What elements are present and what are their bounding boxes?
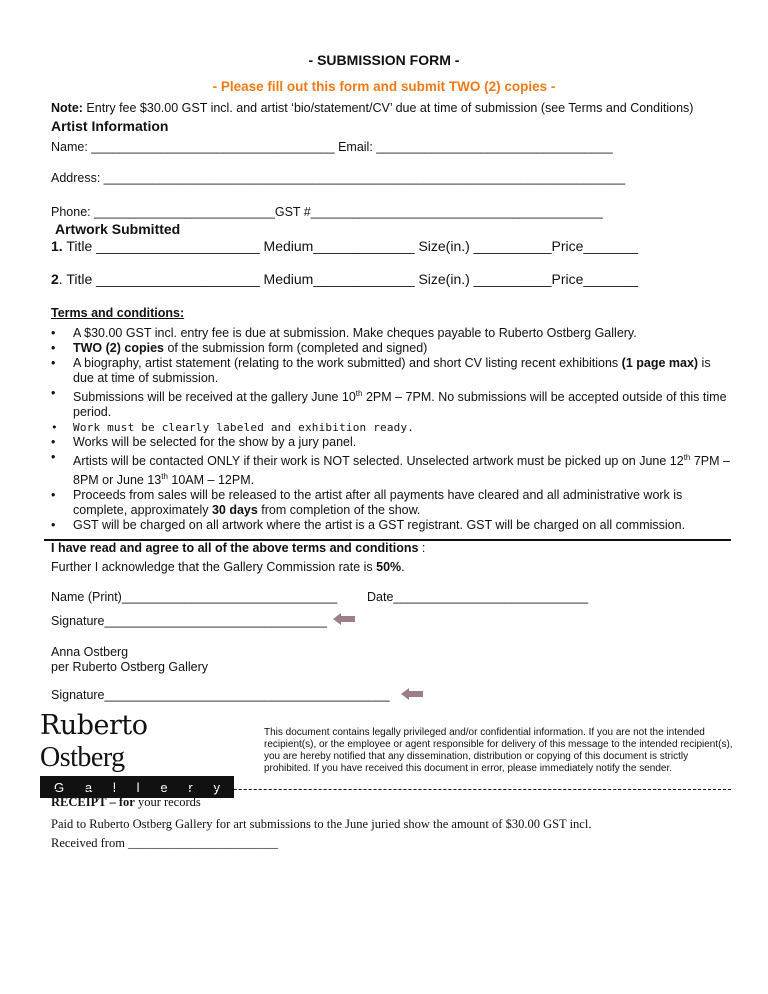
bullet-icon: •	[51, 518, 56, 533]
fee-note	[51, 101, 693, 115]
commission-statement	[51, 560, 405, 574]
logo-letter: e	[160, 779, 168, 795]
terms-item-text: Artists will be contacted ONLY if their work is NOT selected. Unselected artwork must be picked up on June 12	[73, 454, 684, 469]
confidentiality-disclaimer: This document contains legally privileged and/or confidential information. If you are not the intended recipient(s), or the employee or agent responsible for delivery of this message to the intended recipient(s), you are hereby notified that any dissemination, distribution or copying of this document is strictly prohibited. If you have received this document in error, please immediately notify the sender.	[264, 727, 733, 774]
logo-word-ostberg: Ostberg	[40, 742, 125, 773]
date-field[interactable]: Date____________________________	[367, 590, 589, 604]
receipt-heading-bold: RECEIPT – for	[51, 795, 135, 809]
terms-item-text: 10AM – 12PM.	[167, 473, 255, 488]
logo-letter: r	[188, 779, 193, 795]
terms-item	[51, 326, 731, 341]
terms-item	[51, 488, 731, 518]
logo-letter: l	[112, 779, 116, 795]
superscript: th	[683, 453, 691, 463]
terms-item-text: Work must be clearly labeled and exhibition ready.	[73, 421, 415, 435]
cut-line	[44, 789, 731, 790]
terms-item-bold: 30 days	[211, 503, 258, 518]
bullet-icon: •	[51, 341, 56, 355]
logo-letter: y	[213, 779, 220, 795]
agreement-statement	[51, 541, 425, 555]
terms-item	[51, 420, 731, 435]
artwork-row-1-number: 1.	[51, 238, 63, 254]
artist-info-heading: Artist Information	[51, 118, 169, 134]
terms-list	[51, 326, 731, 533]
receipt-heading	[51, 795, 201, 810]
received-from-field[interactable]: Received from ________________________	[51, 836, 279, 850]
arrow-left-icon	[401, 687, 423, 701]
artist-signature-field[interactable]: Signature________________________________	[51, 614, 327, 628]
receipt-paid-line: Paid to Ruberto Ostberg Gallery for art submissions to the June juried show the amount of $30.00 GST incl.	[51, 817, 592, 831]
terms-item	[51, 450, 731, 488]
rep-organization: per Ruberto Ostberg Gallery	[51, 660, 209, 674]
bullet-icon: •	[51, 488, 56, 503]
commission-end: .	[401, 560, 405, 574]
superscript: th	[161, 472, 168, 482]
bullet-icon: •	[51, 450, 56, 465]
artwork-row-2[interactable]	[51, 271, 638, 287]
artwork-heading: Artwork Submitted	[55, 221, 181, 237]
artwork-row-2-number: 2	[51, 271, 59, 287]
rep-name: Anna Ostberg	[51, 645, 129, 659]
gallery-signature-field[interactable]: Signature_________________________________________	[51, 688, 390, 702]
superscript: th	[355, 389, 363, 398]
note-label: Note:	[51, 101, 83, 115]
address-field[interactable]: Address: ___________________________________________________________________________	[51, 171, 626, 185]
terms-item-bold: (1 page max)	[621, 356, 699, 370]
terms-item	[51, 435, 731, 450]
artwork-row-2-fields: . Title _____________________ Medium_____________ Size(in.) __________Price_______	[58, 271, 638, 287]
agreement-rest: :	[418, 541, 426, 555]
form-title: - SUBMISSION FORM -	[308, 52, 460, 68]
terms-item	[51, 341, 731, 356]
artwork-row-1-fields: Title _____________________ Medium_____________ Size(in.) __________Price_______	[62, 238, 638, 254]
gallery-logo	[40, 710, 234, 798]
logo-letter: G	[54, 779, 65, 795]
terms-item-text: from completion of the show.	[257, 503, 421, 518]
phone-gst-field[interactable]: Phone: __________________________GST #__________________________________________	[51, 205, 603, 219]
name-email-field[interactable]: Name: ___________________________________ Email: __________________________________	[51, 140, 613, 154]
commission-text: Further I acknowledge that the Gallery Commission rate is	[51, 560, 377, 574]
terms-item-text: A biography, artist statement (relating to the work submitted) and short CV listing recent exhibitions	[73, 356, 622, 370]
note-text: Entry fee $30.00 GST incl. and artist ‘bio/statement/CV’ due at time of submission (see Terms and Conditions)	[82, 101, 694, 115]
terms-item-text: GST will be charged on all artwork where the artist is a GST registrant. GST will be charged on all commission.	[73, 518, 686, 533]
logo-wordmark	[40, 710, 234, 774]
terms-item-text: is due at time of submission.	[73, 356, 711, 385]
terms-item	[51, 386, 731, 420]
logo-letter: l	[136, 779, 140, 795]
terms-item	[51, 518, 731, 533]
form-subtitle: - Please fill out this form and submit TWO (2) copies -	[212, 79, 556, 94]
terms-item-text: 2PM – 7PM. No submissions will be accepted outside of this time period.	[73, 390, 727, 420]
artwork-row-1[interactable]	[51, 238, 638, 254]
terms-item	[51, 356, 731, 386]
terms-item-text: Works will be selected for the show by a jury panel.	[73, 435, 357, 450]
bullet-icon: •	[51, 386, 56, 400]
commission-rate: 50%	[376, 560, 402, 574]
agreement-bold: I have read and agree to all of the above terms and conditions	[51, 541, 419, 555]
receipt-heading-rest: your records	[134, 795, 201, 809]
terms-item-text: A $30.00 GST incl. entry fee is due at submission. Make cheques payable to Ruberto Ostberg Gallery.	[73, 326, 637, 340]
arrow-left-icon	[333, 612, 355, 626]
terms-heading: Terms and conditions:	[51, 306, 185, 320]
bullet-icon: •	[51, 326, 56, 340]
terms-item-text: Submissions will be received at the gallery June 10	[73, 390, 356, 405]
terms-item-text: 7PM – 8PM or June 13	[73, 454, 730, 488]
terms-item-text: Proceeds from sales will be released to the artist after all payments have cleared and all administrative work is complete, approximately	[73, 488, 683, 518]
terms-item-text: of the submission form (completed and signed)	[163, 341, 428, 355]
bullet-icon: •	[51, 435, 56, 450]
logo-word-ruberto: Ruberto	[40, 710, 148, 741]
name-print-field[interactable]: Name (Print)_______________________________	[51, 590, 338, 604]
logo-letter: a	[84, 779, 93, 795]
bullet-icon: •	[51, 356, 56, 370]
bullet-icon: •	[51, 421, 58, 435]
terms-item-bold: TWO (2) copies	[73, 341, 164, 355]
